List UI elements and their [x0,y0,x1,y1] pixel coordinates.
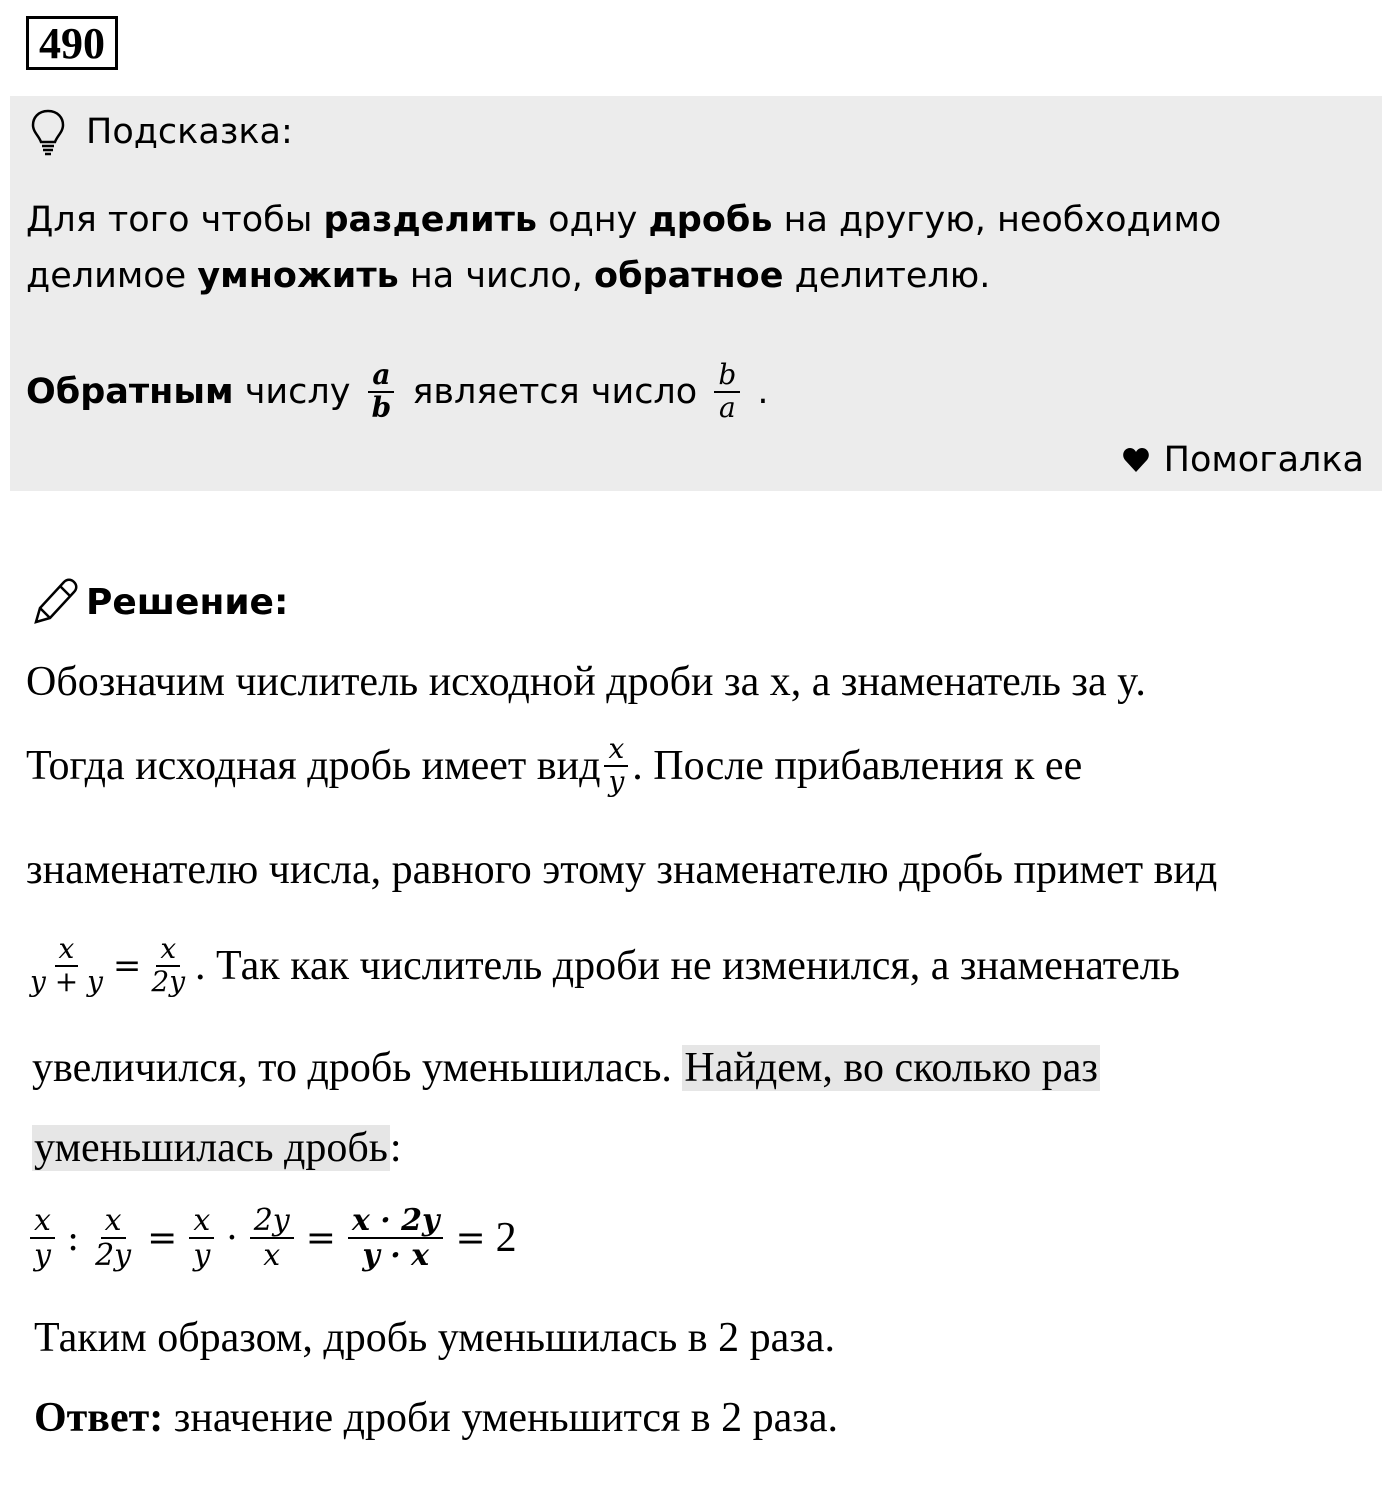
hint-title [30,107,293,157]
lightbulb-icon [30,108,66,156]
fraction-x-over-y-plus-y: $\frac{x}{y + y}$ [30,932,103,998]
solution-line-1: Обозначим числитель исходной дроби за x, а знаменатель за y. [26,659,1146,705]
solution-line-5: увеличился, то дробь уменьшилась. Найдем, во сколько раз [32,1045,1098,1091]
fraction-x-over-2y: $\frac{x}{2y}$ [151,932,186,998]
fraction-x-over-y: $\frac{x}{y}$ [604,734,628,798]
pencil-icon [30,576,78,628]
solution-title [30,576,288,628]
answer-line: Ответ: значение дроби уменьшится в 2 раза. [34,1395,838,1441]
inverse-bold: Обратным [26,371,234,412]
fraction-b-over-a: $\frac{b}{a}$ [714,360,740,424]
helper-link[interactable] [1122,440,1364,480]
heart-icon [1122,447,1150,473]
helper-label: Помогалка [1163,440,1364,480]
conclusion-line: Таким образом, дробь уменьшилась в 2 раза. [34,1315,835,1361]
formula-fraction-5: $\frac{x \cdot 2y}{y \cdot x}$ [348,1204,444,1272]
answer-label: Ответ: [34,1395,164,1441]
highlighted-text: уменьшилась дробь [34,1125,388,1171]
problem-number: 490 [26,16,118,70]
solution-line-4: $\frac{x}{y + y}$ = $\frac{x}{2y}$ . Так как числитель дроби не изменился, а знаменатель [26,934,1180,998]
formula-fraction-4: $\frac{2y}{x}$ [250,1204,294,1272]
hint-paragraph: Для того чтобы разделить одну дробь на другую, необходимо делимое умножить на число, обратное делителю. [26,200,1222,296]
hint-inverse-rule: Обратным числу $\frac{a}{b}$ является число $\frac{b}{a}$ . [26,358,769,424]
formula-fraction-3: $\frac{x}{y}$ [189,1204,214,1272]
highlighted-text: Найдем, во сколько раз [684,1045,1098,1091]
fraction-a-over-b: $\frac{a}{b}$ [368,360,396,424]
formula-result: 2 [495,1215,517,1261]
division-formula: $\frac{x}{y}$ : $\frac{x}{2y}$ = $\frac{x}{y}$ · $\frac{2y}{x}$ = $\frac{x \cdot 2y}{y \cdot x}$ = 2 [30,1204,517,1272]
hint-title-label: Подсказка: [86,112,293,152]
solution-line-6: уменьшилась дробь: [34,1125,402,1171]
solution-line-2: Тогда исходная дробь имеет вид $\frac{x}{y}$ . После прибавления к ее [26,732,1083,798]
solution-title-label: Решение: [86,581,289,623]
solution-line-3: знаменателю числа, равного этому знаменателю дробь примет вид [26,847,1218,893]
formula-fraction-1: $\frac{x}{y}$ [30,1204,55,1272]
formula-fraction-2: $\frac{x}{2y}$ [95,1203,132,1273]
